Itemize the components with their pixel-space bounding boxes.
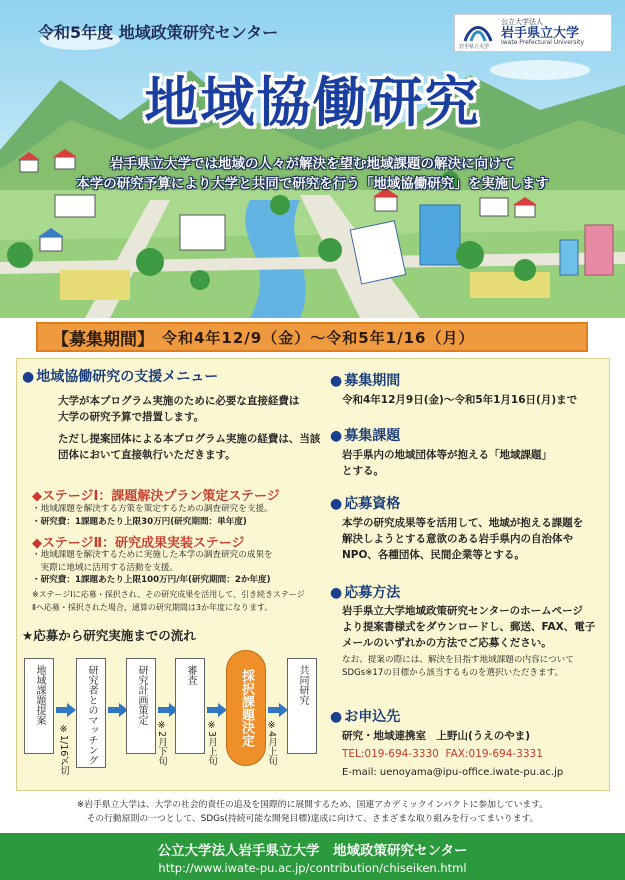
sdgs-note-2: その行動原則の一つとして、SDGs(持続可能な開発目標)達成に向けて、さまざまな取り組みを行ってまいります。: [86, 814, 539, 824]
footer: [0, 833, 625, 880]
contact-email[interactable]: E-mail: uenoyama@ipu-office.iwate-pu.ac.jp: [342, 767, 564, 778]
application-period-banner: [36, 322, 588, 352]
flow-step-proposal: 地域課題提案: [24, 658, 54, 754]
page-title: 地域協働研究: [144, 71, 481, 134]
flow-heading: ★応募から研究実施までの流れ: [22, 628, 196, 643]
method-text: 岩手県立大学地域政策研究センターのホームページ より提案書様式をダウンロードし、郵送、FAX、電子 メールのいずれかの方法でご応募ください。: [342, 605, 596, 649]
lead-line-1: 岩手県立大学では地域の人々が解決を望む地域課題の解決に向けて: [110, 156, 515, 172]
flow-note-deadline: ※1/16〆切: [58, 724, 69, 776]
method-heading: ● 応募方法: [330, 585, 401, 601]
contact-phone-fax: [342, 746, 543, 762]
support-menu-heading: ● 地域協働研究の支援メニュー: [22, 369, 219, 385]
theme-heading: ● 募集課題: [330, 428, 401, 444]
period-label: 【募集期間】: [52, 329, 154, 350]
bullet-dot-icon: ●: [330, 428, 343, 444]
flow-note-apr: ※4月上旬: [266, 720, 277, 766]
contact-heading: ● お申込先: [330, 709, 401, 725]
bullet-dot-icon: ●: [330, 373, 343, 389]
period-dates: 令和4年12/9（金）〜令和5年1/16（月）: [162, 328, 475, 347]
stage2-heading: ◆ステージⅡ：研究成果実装ステージ: [32, 536, 245, 551]
flow-arrow-icon: [56, 703, 76, 717]
program-year-org: 令和5年度 地域政策研究センター: [38, 23, 279, 42]
footer-org: 公立大学法人岩手県立大学 地域政策研究センター: [157, 843, 468, 859]
sdgs-note-1: ※岩手県立大学は、大学の社会的責任の追及を国際的に展開するため、国連アカデミックインパクトに参加しています。: [76, 800, 549, 810]
period-text: 令和4年12月9日(金)〜令和5年1月16日(月)まで: [342, 394, 578, 406]
support-text-2: ただし提案団体による本プログラム実施の経費は、当該 団体において直接執行いただきます。: [58, 433, 321, 461]
contact-tel: TEL:019-694-3330: [342, 748, 439, 760]
contact-fax: FAX:019-694-3331: [445, 748, 543, 760]
bullet-dot-icon: ●: [330, 709, 343, 725]
flow-step-joint-research: 共同研究: [287, 658, 317, 754]
university-mark-icon: [459, 17, 497, 49]
flow-arrow-icon: [108, 703, 128, 717]
flow-note-feb: ※2月下旬: [156, 720, 167, 766]
stage-note: ※ステージⅠに応募・採択され、その研究成果を活用して、引き続きステージ Ⅱへ応募・採択された場合、通算の研究期間は3か年度になります。: [32, 590, 305, 612]
support-text-1: 大学が本プログラム実施のために必要な直接経費は 大学の研究予算で措置します。: [58, 395, 300, 423]
bullet-dot-icon: ●: [330, 585, 343, 601]
logo-name: 岩手県立大学: [501, 25, 580, 41]
method-note: なお、提案の際には、解決を目指す地域課題の内容について SDGs※17の目標から該当するものを選択いただきます。: [342, 655, 574, 678]
period-heading: ● 募集期間: [330, 373, 401, 389]
stage1-heading: ◆ステージⅠ：課題解決プラン策定ステージ: [32, 489, 280, 504]
flow-step-selection: 採択課題決定: [226, 650, 266, 766]
flow-arrow-icon: [207, 703, 227, 717]
stage1-details: ・地域課題を解決する方策を策定するための調査研究を支援。 ・研究費：1課題あたり上限30万円(研究期間：単年度): [32, 504, 273, 527]
flow-step-matching: 研究者とのマッチング: [76, 658, 106, 768]
eligibility-heading: ● 応募資格: [330, 496, 401, 512]
lead-line-2: 本学の研究予算により大学と共同で研究を行う「地域協働研究」を実施します: [76, 176, 549, 192]
stage2-details: ・地域課題を解決するために実施した本学の調査研究の成果を 実際に地域に活用する活動を支援。 ・研究費：1課題あたり上限100万円/年(研究期間：2か年度): [32, 550, 273, 585]
bullet-dot-icon: ●: [330, 496, 343, 512]
logo-mark-caption: 岩手県立大学: [459, 44, 490, 50]
logo-subtitle: 公立大学法人: [501, 18, 543, 27]
flow-step-plan: 研究計画策定: [126, 658, 156, 754]
flow-note-mar: ※3月上旬: [206, 720, 217, 766]
footer-url-link[interactable]: http://www.iwate-pu.ac.jp/contribution/chiseiken.html: [158, 861, 467, 875]
hero-banner: [0, 0, 625, 318]
theme-text: 岩手県内の地域団体等が抱える「地域課題」 とする。: [342, 449, 552, 477]
university-logo: [454, 14, 612, 52]
flow-step-review: 審査: [175, 658, 205, 754]
bullet-dot-icon: ●: [22, 369, 35, 385]
logo-english: Iwate Prefectural University: [501, 39, 585, 47]
contact-person: 研究・地域連携室 上野山(うえのやま): [342, 730, 531, 742]
eligibility-text: 本学の研究成果等を活用して、地域が抱える課題を 解決しようとする意欲のある岩手県内の自治体や NPO、各種団体、民間企業等とする。: [342, 517, 584, 561]
flow-arrow-icon: [268, 703, 288, 717]
